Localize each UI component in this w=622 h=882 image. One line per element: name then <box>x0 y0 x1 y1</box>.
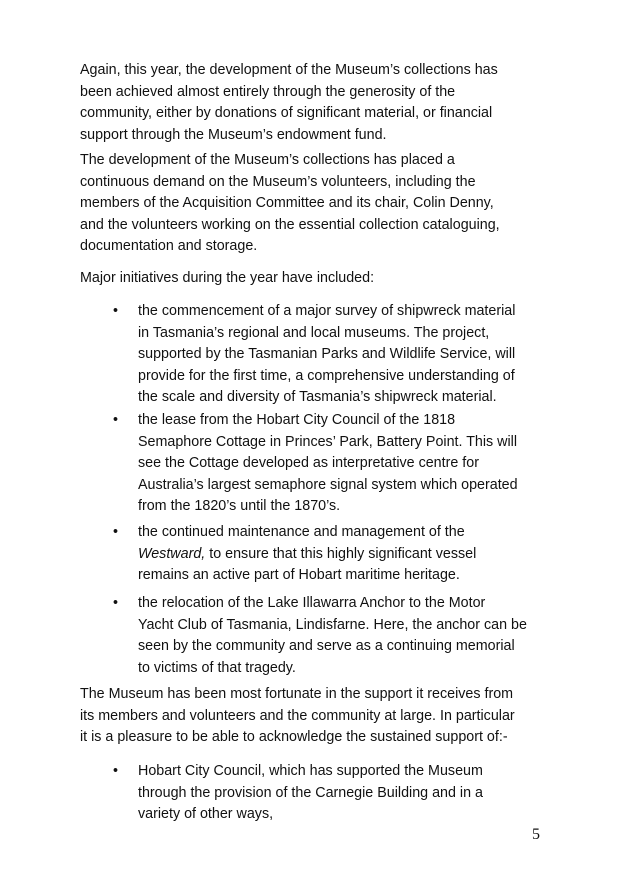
text-line: it is a pleasure to be able to acknowledge the sustained support of:- <box>80 729 508 745</box>
text-line: from the 1820’s until the 1870’s. <box>138 498 341 514</box>
initiative-anchor-relocation <box>138 593 552 679</box>
text-line: documentation and storage. <box>80 238 258 254</box>
text-line: the continued maintenance and management of the <box>138 524 465 540</box>
page-number: 5 <box>532 826 540 843</box>
initiative-westward <box>138 522 552 587</box>
text-line: Australia’s largest semaphore signal system which operated <box>138 476 518 493</box>
text-line: through the provision of the Carnegie Building and in a <box>138 784 483 801</box>
bullet-icon: • <box>113 303 119 319</box>
text-line: see the Cottage developed as interpretative centre for <box>138 455 479 471</box>
text-line: the scale and diversity of Tasmania’s shipwreck material. <box>138 389 497 405</box>
text-line: the commencement of a major survey of shipwreck material <box>138 303 516 319</box>
text-line: remains an active part of Hobart maritime heritage. <box>138 567 460 583</box>
text-line: Major initiatives during the year have included: <box>80 270 375 286</box>
text-line: support through the Museum’s endowment fund. <box>80 126 387 143</box>
text-line: Semaphore Cottage in Princes’ Park, Battery Point. This will <box>138 433 518 450</box>
text-line: seen by the community and serve as a continuing memorial <box>138 638 515 654</box>
text-line: supported by the Tasmanian Parks and Wildlife Service, will <box>138 346 516 362</box>
text-line: members of the Acquisition Committee and its chair, Colin Denny, <box>80 195 494 211</box>
supporter-hobart-city-council <box>138 761 552 826</box>
text-line: community, either by donations of significant material, or financial <box>80 105 493 121</box>
text-line: the relocation of the Lake Illawarra Anchor to the Motor <box>138 595 486 611</box>
initiatives-heading <box>80 268 552 290</box>
text-line: provide for the first time, a comprehensive understanding of <box>138 367 515 384</box>
text-line: the lease from the Hobart City Council of the 1818 <box>138 412 456 428</box>
text-line: to victims of that tragedy. <box>138 659 296 676</box>
bullet-icon: • <box>113 763 119 779</box>
text-line: Yacht Club of Tasmania, Lindisfarne. Here, the anchor can be <box>138 616 527 633</box>
text-line: its members and volunteers and the community at large. In particular <box>80 707 515 724</box>
bullet-icon: • <box>113 595 119 611</box>
vessel-name: Westward, <box>138 545 206 562</box>
initiative-semaphore-cottage <box>138 410 552 518</box>
initiative-survey <box>138 301 552 409</box>
text-line: The Museum has been most fortunate in the support it receives from <box>80 686 514 702</box>
text-line: in Tasmania’s regional and local museums. The project, <box>138 324 490 341</box>
text-line <box>138 544 552 566</box>
text-line: and the volunteers working on the essential collection cataloguing, <box>80 216 500 233</box>
text-fragment: to ensure that this highly significant vessel <box>205 545 477 562</box>
text-line: continuous demand on the Museum’s volunteers, including the <box>80 173 476 190</box>
bullet-icon: • <box>113 524 119 540</box>
text-line: Hobart City Council, which has supported the Museum <box>138 763 483 779</box>
support-paragraph <box>80 684 552 749</box>
text-line: variety of other ways, <box>138 806 274 822</box>
text-line: Again, this year, the development of the Museum’s collections has <box>80 62 498 78</box>
volunteers-paragraph <box>80 150 552 258</box>
text-line: been achieved almost entirely through the generosity of the <box>80 83 456 100</box>
intro-paragraph <box>80 60 552 146</box>
bullet-icon: • <box>113 412 119 428</box>
text-line: The development of the Museum’s collections has placed a <box>80 152 455 168</box>
